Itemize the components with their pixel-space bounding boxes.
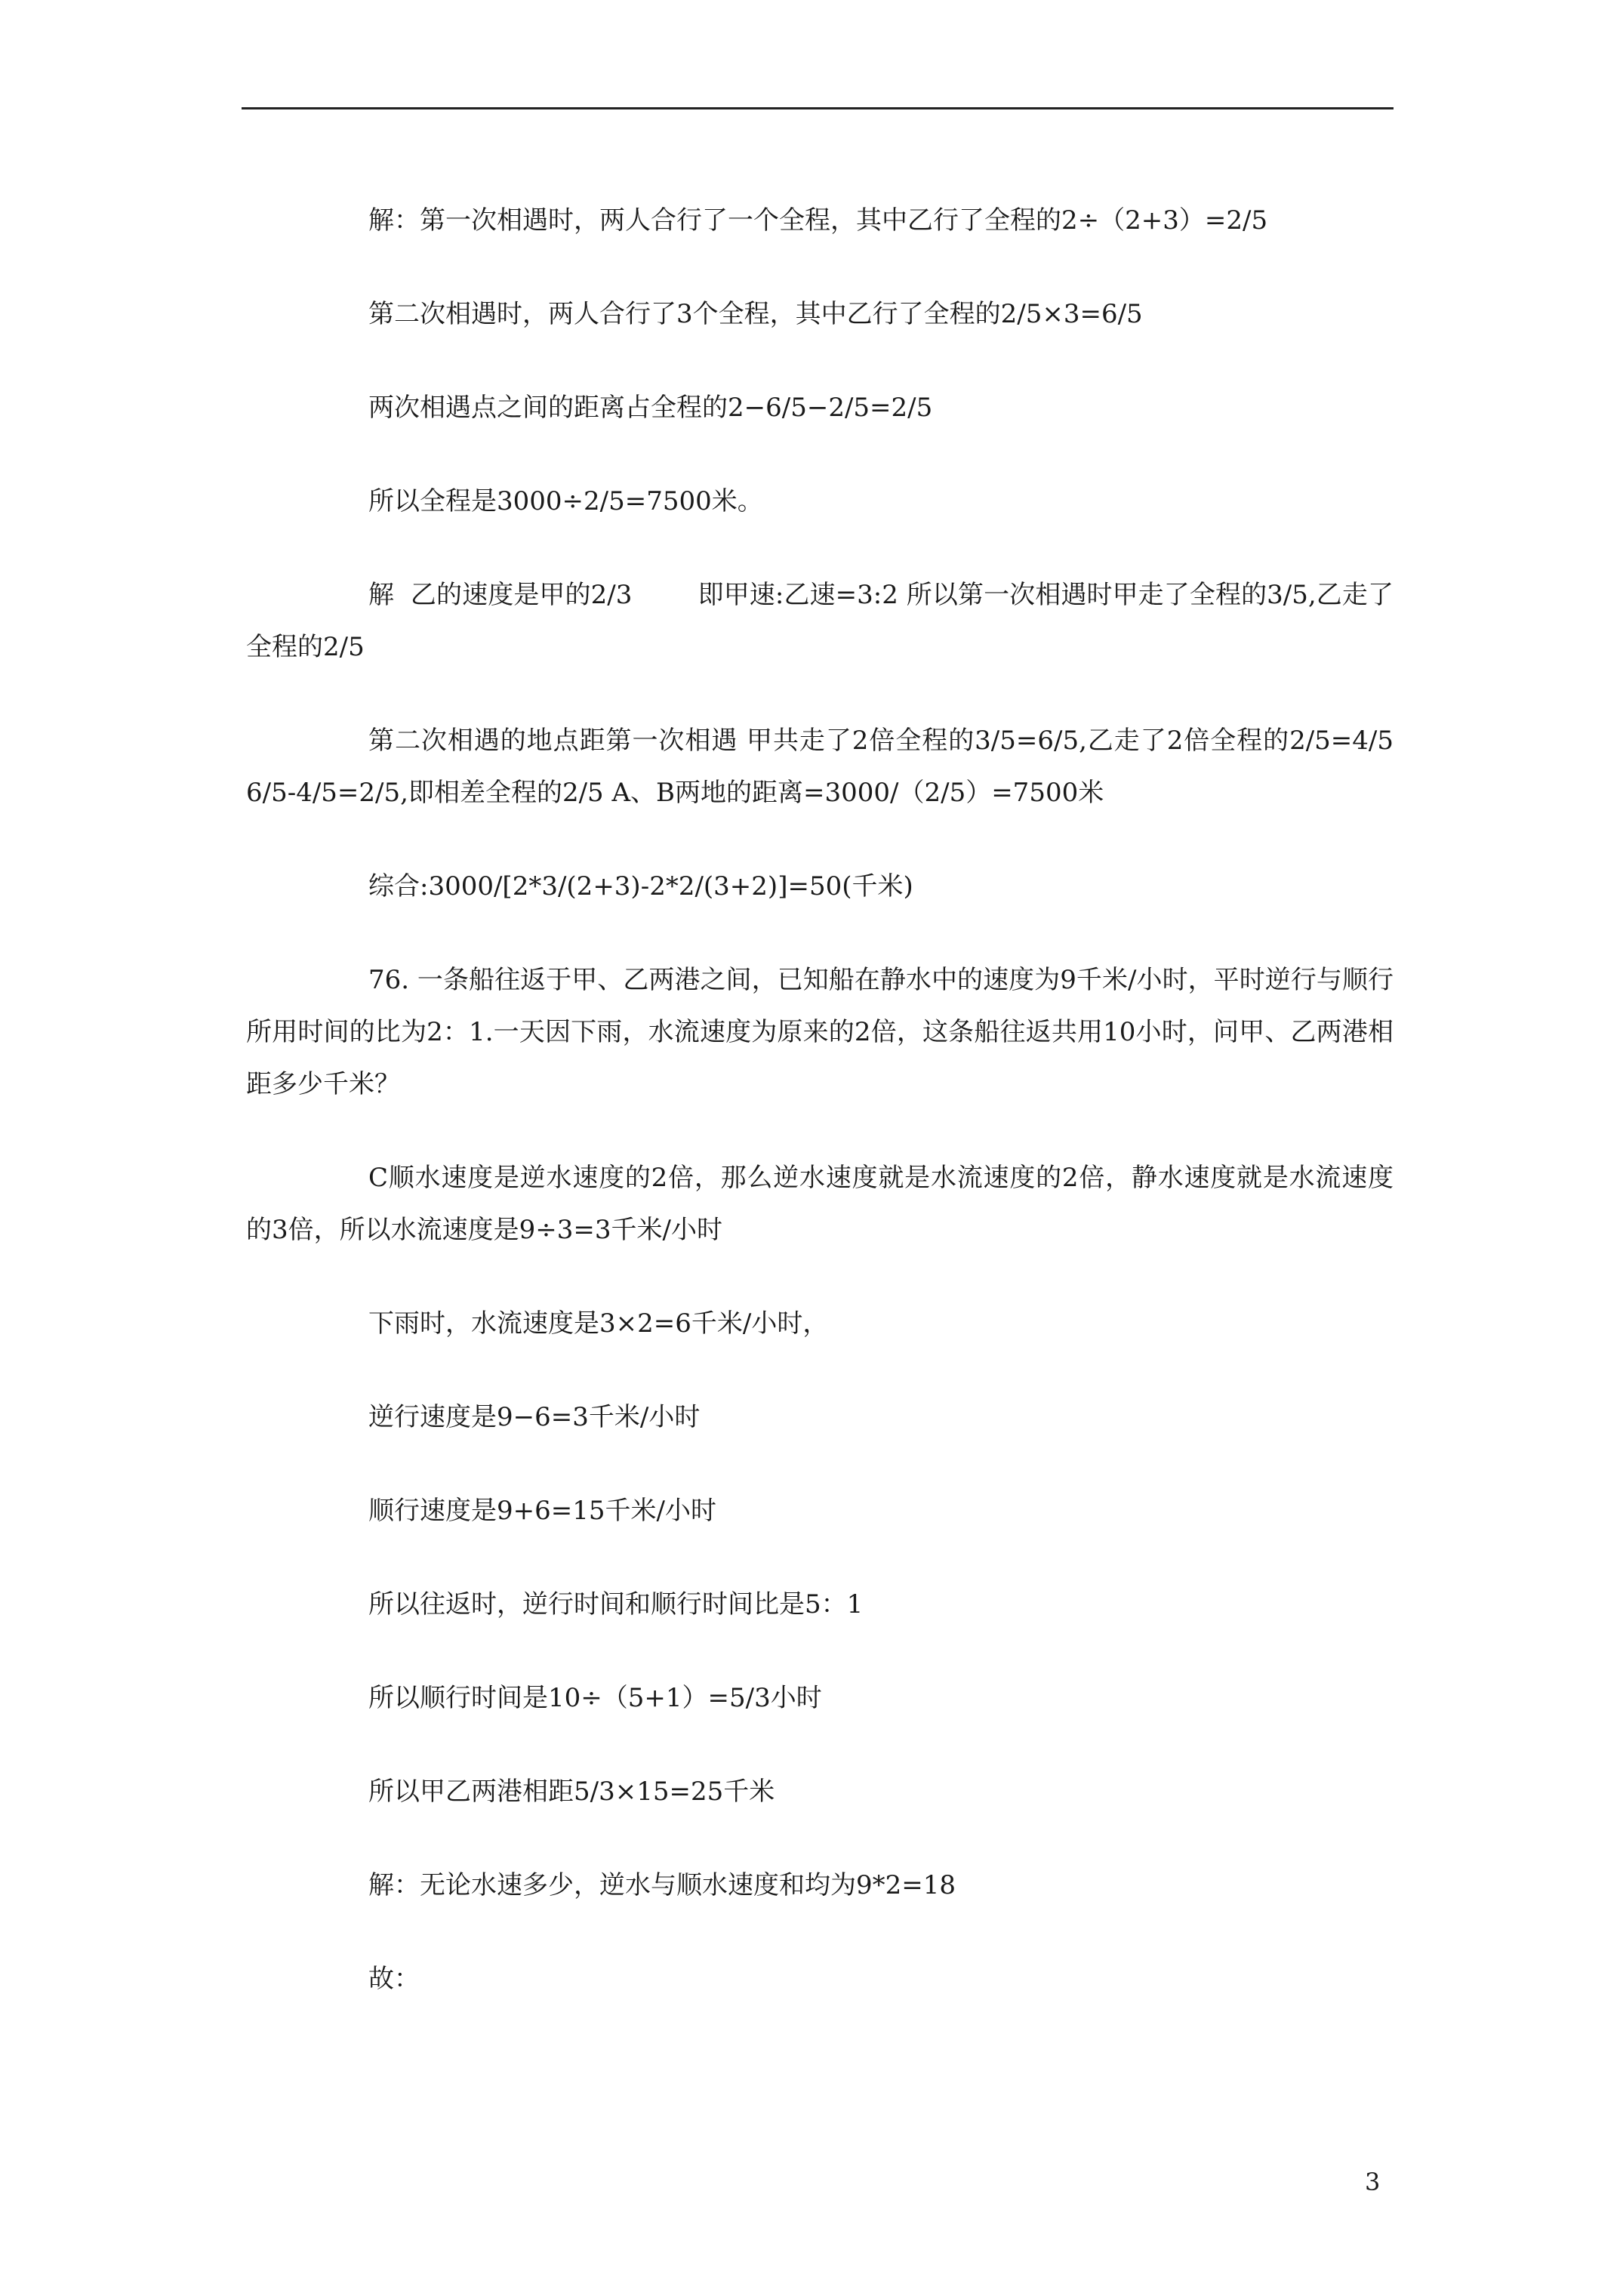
paragraph-3: 两次相遇点之间的距离占全程的2−6/5−2/5=2/5 bbox=[368, 393, 933, 423]
page-number: 3 bbox=[1365, 2168, 1381, 2196]
paragraph-12: 顺行速度是9+6=15千米/小时 bbox=[368, 1496, 716, 1526]
paragraph-1: 解：第一次相遇时，两人合行了一个全程，其中乙行了全程的2÷（2+3）=2/5 bbox=[368, 205, 1268, 236]
document-body bbox=[246, 195, 1402, 2047]
paragraph-16: 解：无论水速多少，逆水与顺水速度和均为9*2=18 bbox=[368, 1870, 956, 1900]
paragraph-17: 故： bbox=[368, 1964, 420, 1994]
paragraph-7: 综合:3000/[2*3/(2+3)-2*2/(3+2)]=50(千米) bbox=[368, 871, 913, 901]
paragraph-15: 所以甲乙两港相距5/3×15=25千米 bbox=[368, 1777, 775, 1807]
paragraph-13: 所以往返时，逆行时间和顺行时间比是5：1 bbox=[368, 1589, 864, 1620]
paragraph-5: 解 乙的速度是甲的2/3 即甲速:乙速=3:2 所以第一次相遇时甲走了全程的3/5,乙走了全程的2/5 bbox=[246, 580, 1394, 662]
paragraph-11: 逆行速度是9−6=3千米/小时 bbox=[368, 1402, 701, 1432]
paragraph-10: 下雨时，水流速度是3×2=6千米/小时， bbox=[368, 1308, 829, 1339]
paragraph-8-problem-76: 76. 一条船往返于甲、乙两港之间，已知船在静水中的速度为9千米/小时，平时逆行与顺行所用时间的比为2：1.一天因下雨，水流速度为原来的2倍，这条船往返共用10小时，问甲、乙两港相距多少千米？ bbox=[246, 965, 1394, 1099]
paragraph-2: 第二次相遇时，两人合行了3个全程，其中乙行了全程的2/5×3=6/5 bbox=[368, 299, 1143, 329]
paragraph-4: 所以全程是3000÷2/5=7500米。 bbox=[368, 486, 763, 516]
paragraph-14: 所以顺行时间是10÷（5+1）=5/3小时 bbox=[368, 1683, 822, 1713]
paragraph-6: 第二次相遇的地点距第一次相遇 甲共走了2倍全程的3/5=6/5,乙走了2倍全程的2/5=4/5 6/5-4/5=2/5,即相差全程的2/5 A、B两地的距离=3000/（2/5）=7500米 bbox=[246, 726, 1402, 808]
paragraph-9: C顺水速度是逆水速度的2倍，那么逆水速度就是水流速度的2倍，静水速度就是水流速度的3倍，所以水流速度是9÷3=3千米/小时 bbox=[246, 1163, 1394, 1245]
header-rule bbox=[242, 107, 1394, 109]
